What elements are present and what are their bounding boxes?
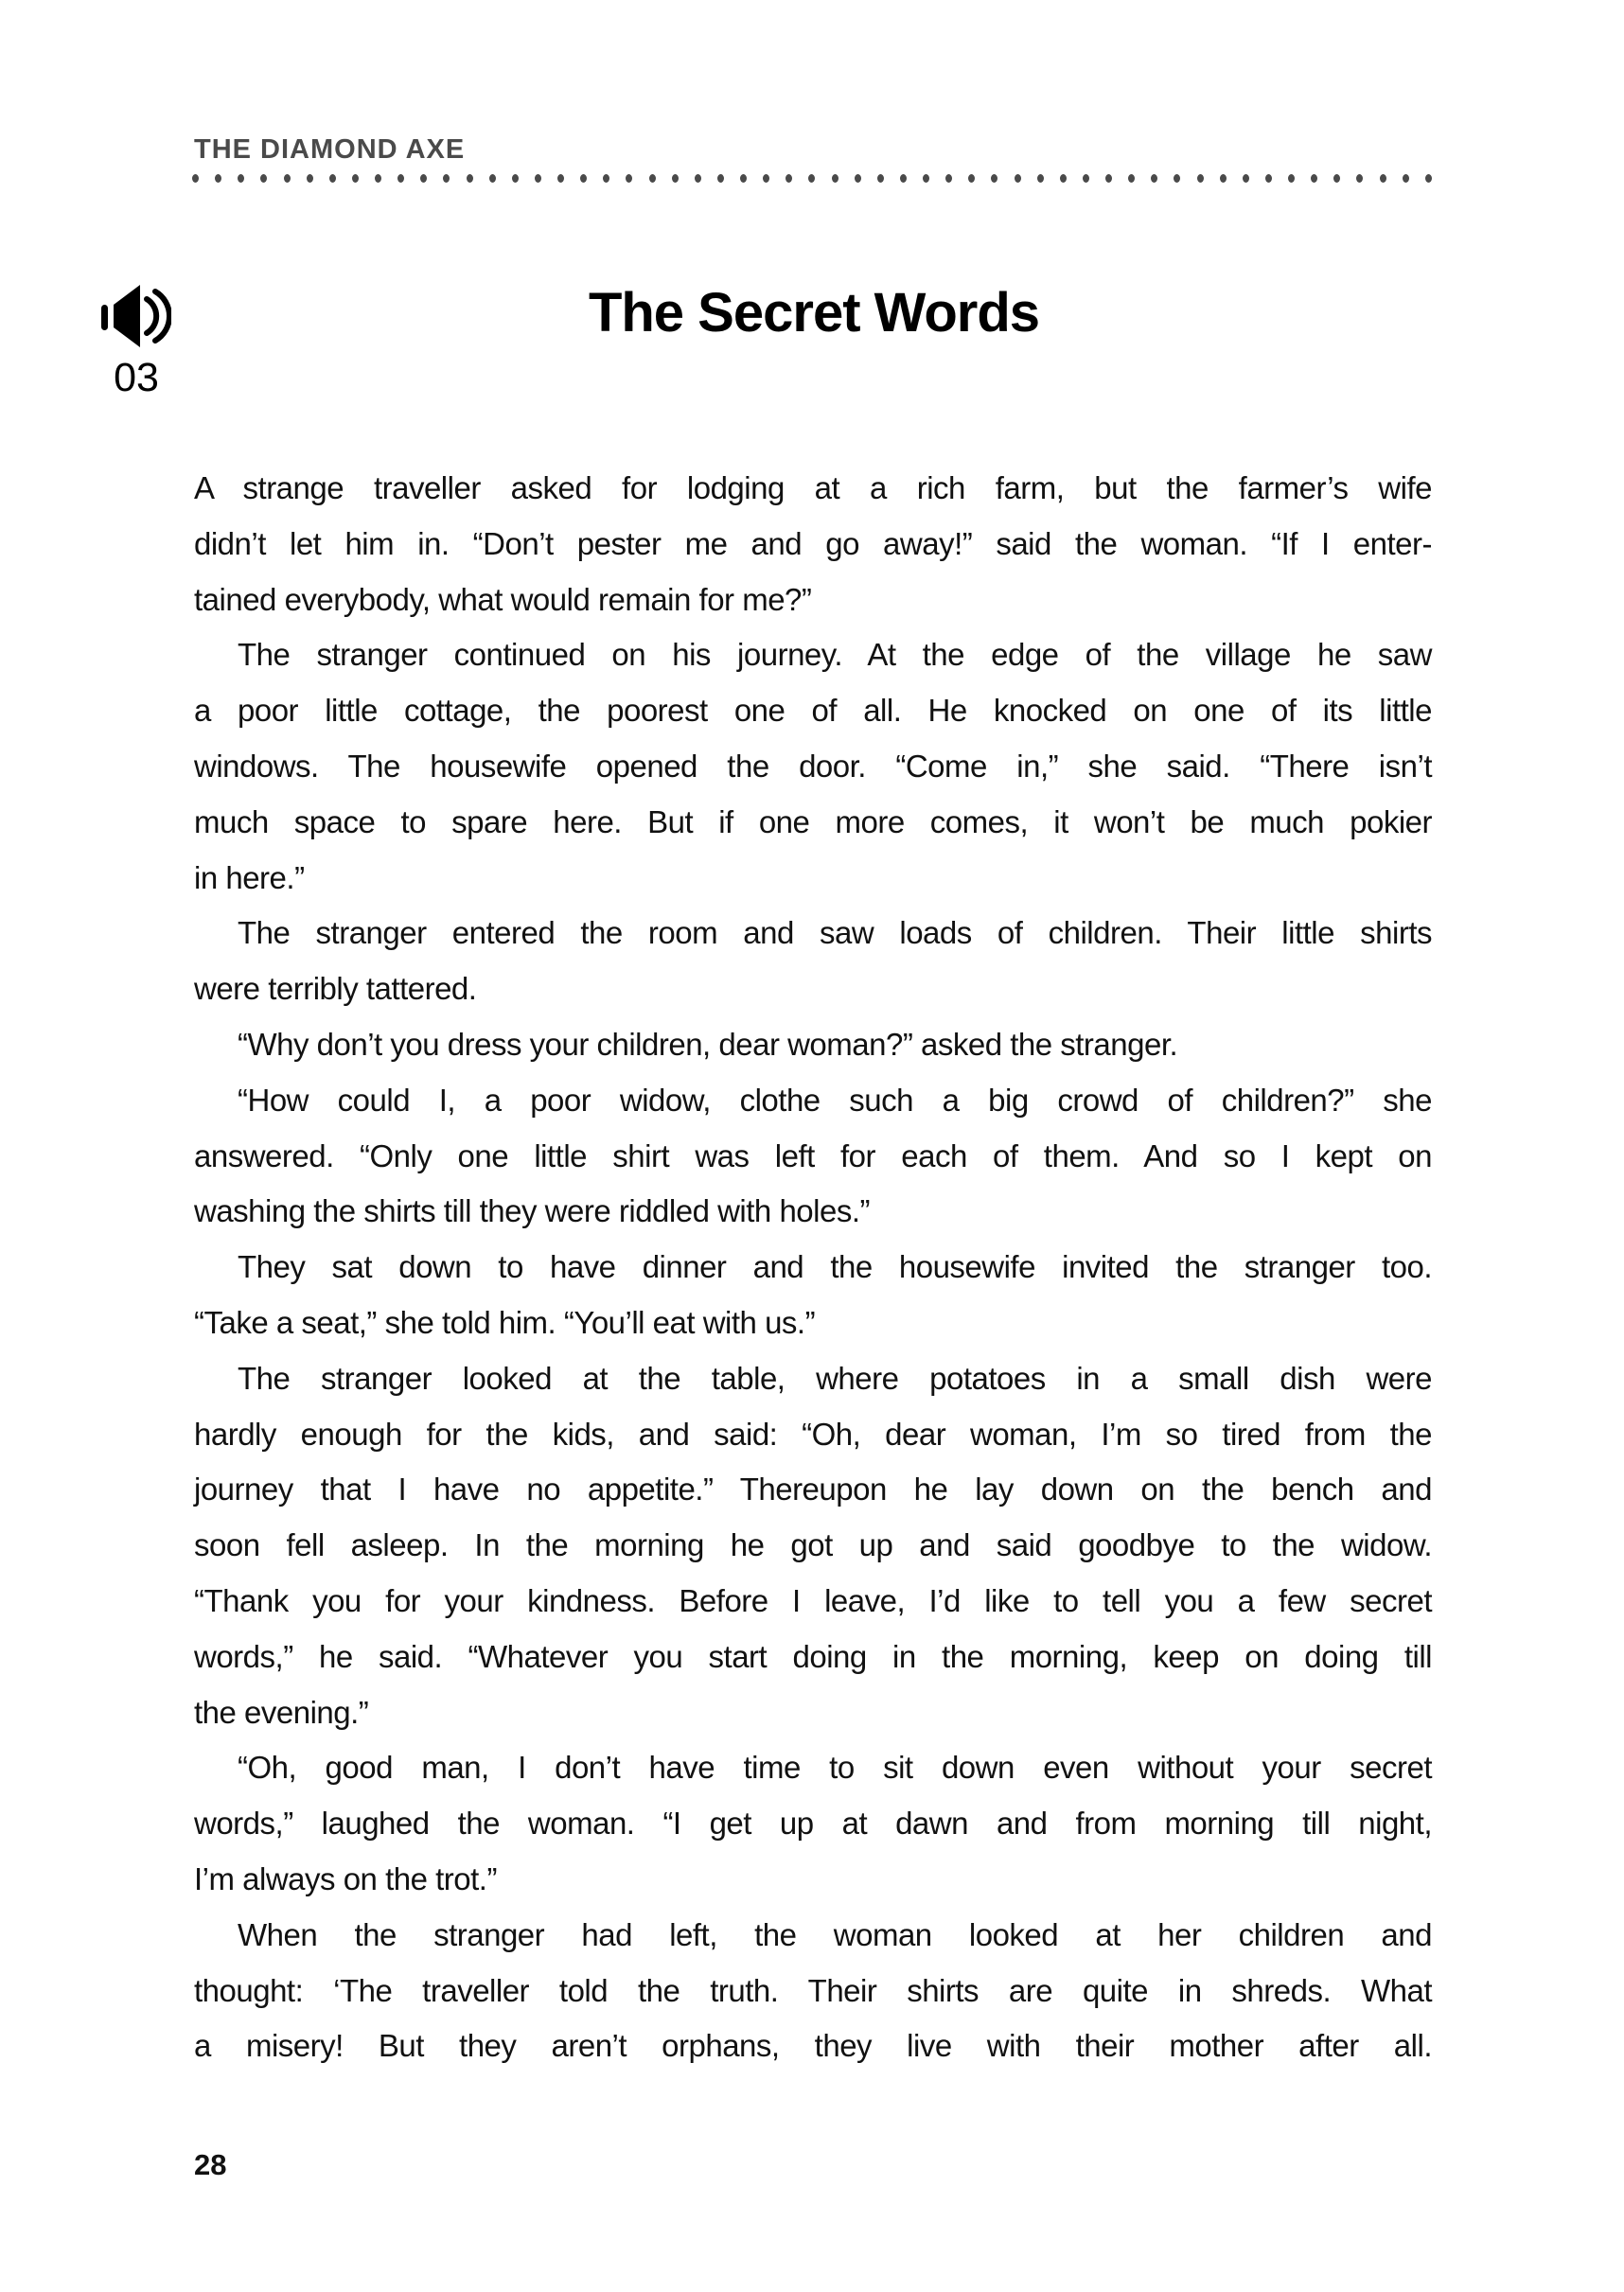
body-line: hardly enough for the kids, and said: “Oh, dear woman, I’m so tired from the xyxy=(194,1416,1432,1452)
page-number: 28 xyxy=(194,2148,227,2181)
body-line: The stranger entered the room and saw loads of children. Their little shirts xyxy=(238,915,1432,951)
separator-dot xyxy=(832,174,838,183)
body-line: the evening.” xyxy=(194,1694,369,1730)
audio-track-number: 03 xyxy=(114,355,159,400)
separator-dot xyxy=(238,174,244,183)
body-line: journey that I have no appetite.” Thereupon he lay down on the bench and xyxy=(194,1472,1432,1507)
separator-dot xyxy=(672,174,679,183)
separator-dot xyxy=(1105,174,1112,183)
separator-dot xyxy=(1243,174,1249,183)
separator-dot xyxy=(923,174,929,183)
separator-dot xyxy=(329,174,336,183)
body-line: When the stranger had left, the woman looked at her children and xyxy=(238,1916,1432,1952)
separator-dot xyxy=(192,174,199,183)
body-line: I’m always on the trot.” xyxy=(194,1860,497,1896)
body-line: “Why don’t you dress your children, dear woman?” asked the stranger. xyxy=(238,1026,1178,1062)
separator-dot xyxy=(649,174,656,183)
body-line: didn’t let him in. “Don’t pester me and go away!” said the woman. “If I enter- xyxy=(194,525,1432,561)
chapter-title: The Secret Words xyxy=(588,282,1040,344)
separator-dot xyxy=(1151,174,1157,183)
separator-dot xyxy=(1220,174,1227,183)
body-line: thought: ‘The traveller told the truth. Their shirts are quite in shreds. What xyxy=(194,1972,1432,2008)
separator-dot xyxy=(877,174,884,183)
body-line: were terribly tattered. xyxy=(194,971,477,1007)
separator-dot xyxy=(284,174,291,183)
separator-dot xyxy=(1311,174,1317,183)
body-line: The stranger continued on his journey. At the edge of the village he saw xyxy=(238,637,1432,673)
separator-dot xyxy=(808,174,815,183)
separator-dot xyxy=(512,174,519,183)
separator-dot xyxy=(603,174,609,183)
separator-dot xyxy=(535,174,541,183)
separator-dot xyxy=(375,174,381,183)
separator-dot xyxy=(945,174,952,183)
body-line: “Thank you for your kindness. Before I leave, I’d like to tell you a few secret xyxy=(194,1582,1432,1618)
separator-dot xyxy=(1333,174,1340,183)
separator-dot xyxy=(1265,174,1272,183)
body-line: a misery! But they aren’t orphans, they live with their mother after all. xyxy=(194,2028,1432,2064)
audio-track-marker xyxy=(97,284,176,398)
separator-dot xyxy=(307,174,313,183)
separator-dot xyxy=(580,174,587,183)
separator-dot xyxy=(557,174,564,183)
separator-dot xyxy=(991,174,997,183)
body-line: a poor little cottage, the poorest one of all. He knocked on one of its little xyxy=(194,693,1432,729)
separator-dot xyxy=(786,174,792,183)
separator-dot xyxy=(1425,174,1432,183)
body-line: “Oh, good man, I don’t have time to sit down even without your secret xyxy=(238,1750,1432,1786)
separator-dot xyxy=(1015,174,1021,183)
separator-dot xyxy=(489,174,496,183)
separator-dot xyxy=(443,174,450,183)
body-line: They sat down to have dinner and the housewife invited the stranger too. xyxy=(238,1249,1432,1285)
separator-dot xyxy=(626,174,632,183)
separator-dot xyxy=(420,174,427,183)
separator-dot xyxy=(900,174,907,183)
speaker-volume-icon xyxy=(97,284,176,348)
separator-dot xyxy=(1288,174,1295,183)
body-line: soon fell asleep. In the morning he got up and said goodbye to the widow. xyxy=(194,1527,1432,1563)
separator-dot xyxy=(740,174,747,183)
body-line: much space to spare here. But if one more comes, it won’t be much pokier xyxy=(194,803,1432,839)
body-line: answered. “Only one little shirt was left for each of them. And so I kept on xyxy=(194,1137,1432,1173)
body-line: windows. The housewife opened the door. “Come in,” she said. “There isn’t xyxy=(194,748,1432,784)
body-line: “Take a seat,” she told him. “You’ll eat with us.” xyxy=(194,1304,816,1340)
body-text xyxy=(194,461,1432,2074)
body-line: words,” he said. “Whatever you start doing in the morning, keep on doing till xyxy=(194,1638,1432,1674)
running-header: THE DIAMOND AXE xyxy=(194,134,466,165)
body-line: A strange traveller asked for lodging at a rich farm, but the farmer’s wife xyxy=(194,470,1432,505)
separator-dot xyxy=(352,174,359,183)
body-line: in here.” xyxy=(194,859,305,895)
separator-dot xyxy=(1356,174,1363,183)
separator-dot xyxy=(215,174,221,183)
body-line: washing the shirts till they were riddled with holes.” xyxy=(194,1193,871,1229)
separator-dot xyxy=(1403,174,1409,183)
separator-dot xyxy=(968,174,975,183)
separator-dot xyxy=(1083,174,1089,183)
separator-dot xyxy=(397,174,404,183)
separator-dot xyxy=(855,174,861,183)
body-line: words,” laughed the woman. “I get up at dawn and from morning till night, xyxy=(194,1806,1432,1842)
separator-dot xyxy=(717,174,724,183)
separator-dot xyxy=(695,174,701,183)
separator-dot xyxy=(1174,174,1180,183)
separator-dot xyxy=(1037,174,1044,183)
separator-dot xyxy=(467,174,473,183)
separator-dot xyxy=(260,174,267,183)
separator-dot xyxy=(1380,174,1386,183)
separator-dot xyxy=(1197,174,1204,183)
separator-dot xyxy=(1060,174,1067,183)
body-line: tained everybody, what would remain for me?” xyxy=(194,581,812,617)
dotted-separator xyxy=(192,172,1432,184)
body-line: “How could I, a poor widow, clothe such a big crowd of children?” she xyxy=(238,1082,1432,1118)
separator-dot xyxy=(1128,174,1135,183)
body-line: The stranger looked at the table, where potatoes in a small dish were xyxy=(238,1360,1432,1396)
separator-dot xyxy=(763,174,769,183)
